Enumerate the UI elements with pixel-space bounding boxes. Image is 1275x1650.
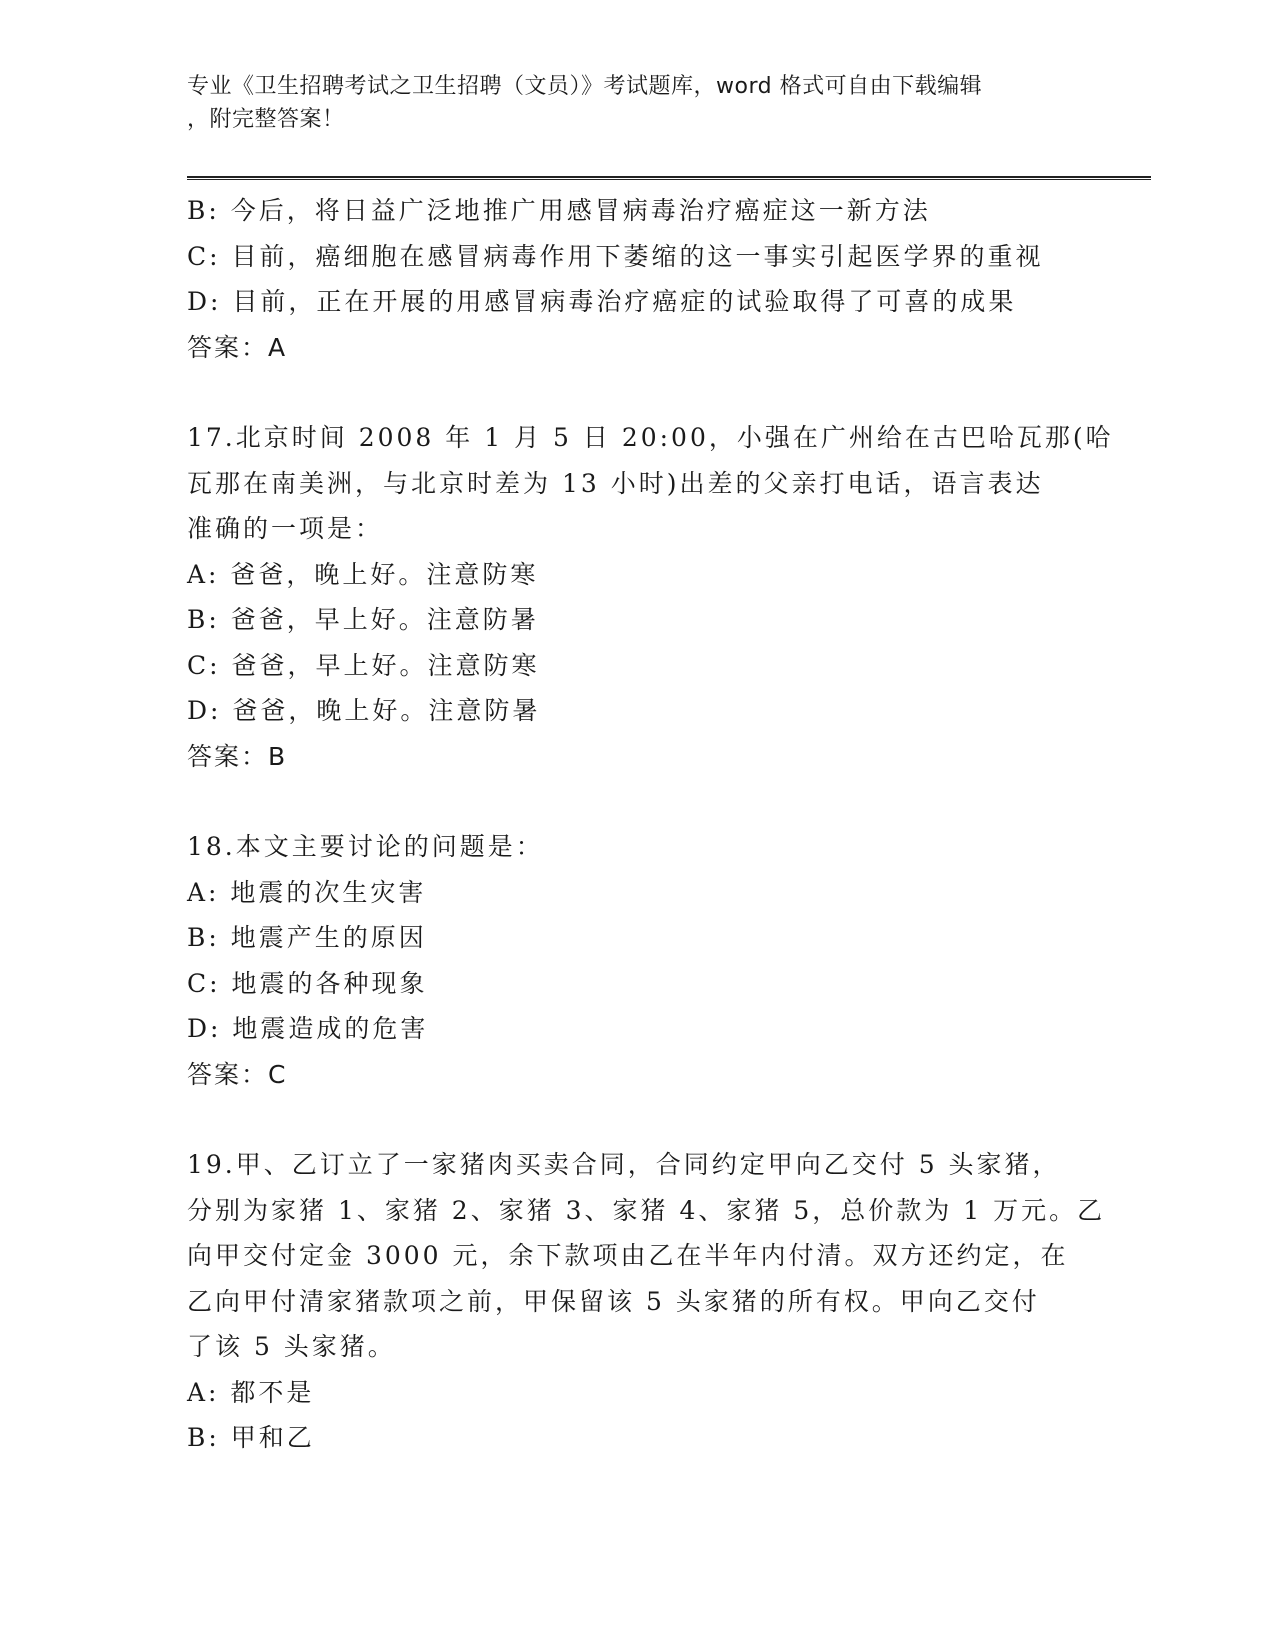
spacer xyxy=(187,370,1087,415)
question-16-continuation xyxy=(187,188,1087,370)
option-d: D: 地震造成的危害 xyxy=(187,1014,429,1043)
option-c: C: 爸爸，早上好。注意防寒 xyxy=(187,650,540,680)
header-line-1: 专业《卫生招聘考试之卫生招聘（文员）》考试题库，word 格式可自由下载编辑 xyxy=(187,74,983,99)
question-stem-line: 18.本文主要讨论的问题是： xyxy=(187,832,544,861)
option-b: B: 爸爸，早上好。注意防暑 xyxy=(187,605,539,634)
document-body xyxy=(187,188,1114,1461)
question-19 xyxy=(187,1142,1106,1461)
option-c: C: 地震的各种现象 xyxy=(187,968,428,998)
option-a: A: 爸爸，晚上好。注意防寒 xyxy=(187,559,539,589)
page-header xyxy=(187,70,1067,136)
header-line-2: ，附完整答案！ xyxy=(187,107,345,132)
option-d: D: 目前，正在开展的用感冒病毒治疗癌症的试验取得了可喜的成果 xyxy=(187,287,1017,316)
question-stem-line: 乙向甲付清家猪款项之前，甲保留该 5 头家猪的所有权。甲向乙交付 xyxy=(187,1286,1040,1316)
question-stem-line: 分别为家猪 1、家猪 2、家猪 3、家猪 4、家猪 5，总价款为 1 万元。乙 xyxy=(187,1195,1106,1225)
answer-line: 答案：B xyxy=(187,741,288,771)
question-18 xyxy=(187,824,1087,1097)
option-b: B: 今后，将日益广泛地推广用感冒病毒治疗癌症这一新方法 xyxy=(187,196,931,225)
question-stem-line: 19.甲、乙订立了一家猪肉买卖合同，合同约定甲向乙交付 5 头家猪， xyxy=(187,1150,1061,1179)
question-stem-line: 17.北京时间 2008 年 1 月 5 日 20:00，小强在广州给在古巴哈瓦那(哈 xyxy=(187,423,1114,452)
option-a: A: 地震的次生灾害 xyxy=(187,877,427,907)
header-divider xyxy=(187,176,1151,180)
spacer xyxy=(187,779,1087,824)
option-b: B: 地震产生的原因 xyxy=(187,923,427,952)
question-stem-line: 准确的一项是： xyxy=(187,514,384,543)
question-stem-line: 向甲交付定金 3000 元，余下款项由乙在半年内付清。双方还约定，在 xyxy=(187,1241,1069,1270)
answer-line: 答案：A xyxy=(187,332,288,362)
spacer xyxy=(187,1097,1087,1142)
question-stem-line: 瓦那在南美洲，与北京时差为 13 小时)出差的父亲打电话，语言表达 xyxy=(187,468,1044,498)
option-d: D: 爸爸，晚上好。注意防暑 xyxy=(187,696,541,725)
answer-line: 答案：C xyxy=(187,1059,288,1089)
question-stem-line: 了该 5 头家猪。 xyxy=(187,1332,396,1361)
option-a: A: 都不是 xyxy=(187,1377,315,1407)
option-b: B: 甲和乙 xyxy=(187,1423,315,1452)
option-c: C: 目前，癌细胞在感冒病毒作用下萎缩的这一事实引起医学界的重视 xyxy=(187,241,1044,271)
question-17 xyxy=(187,415,1114,779)
